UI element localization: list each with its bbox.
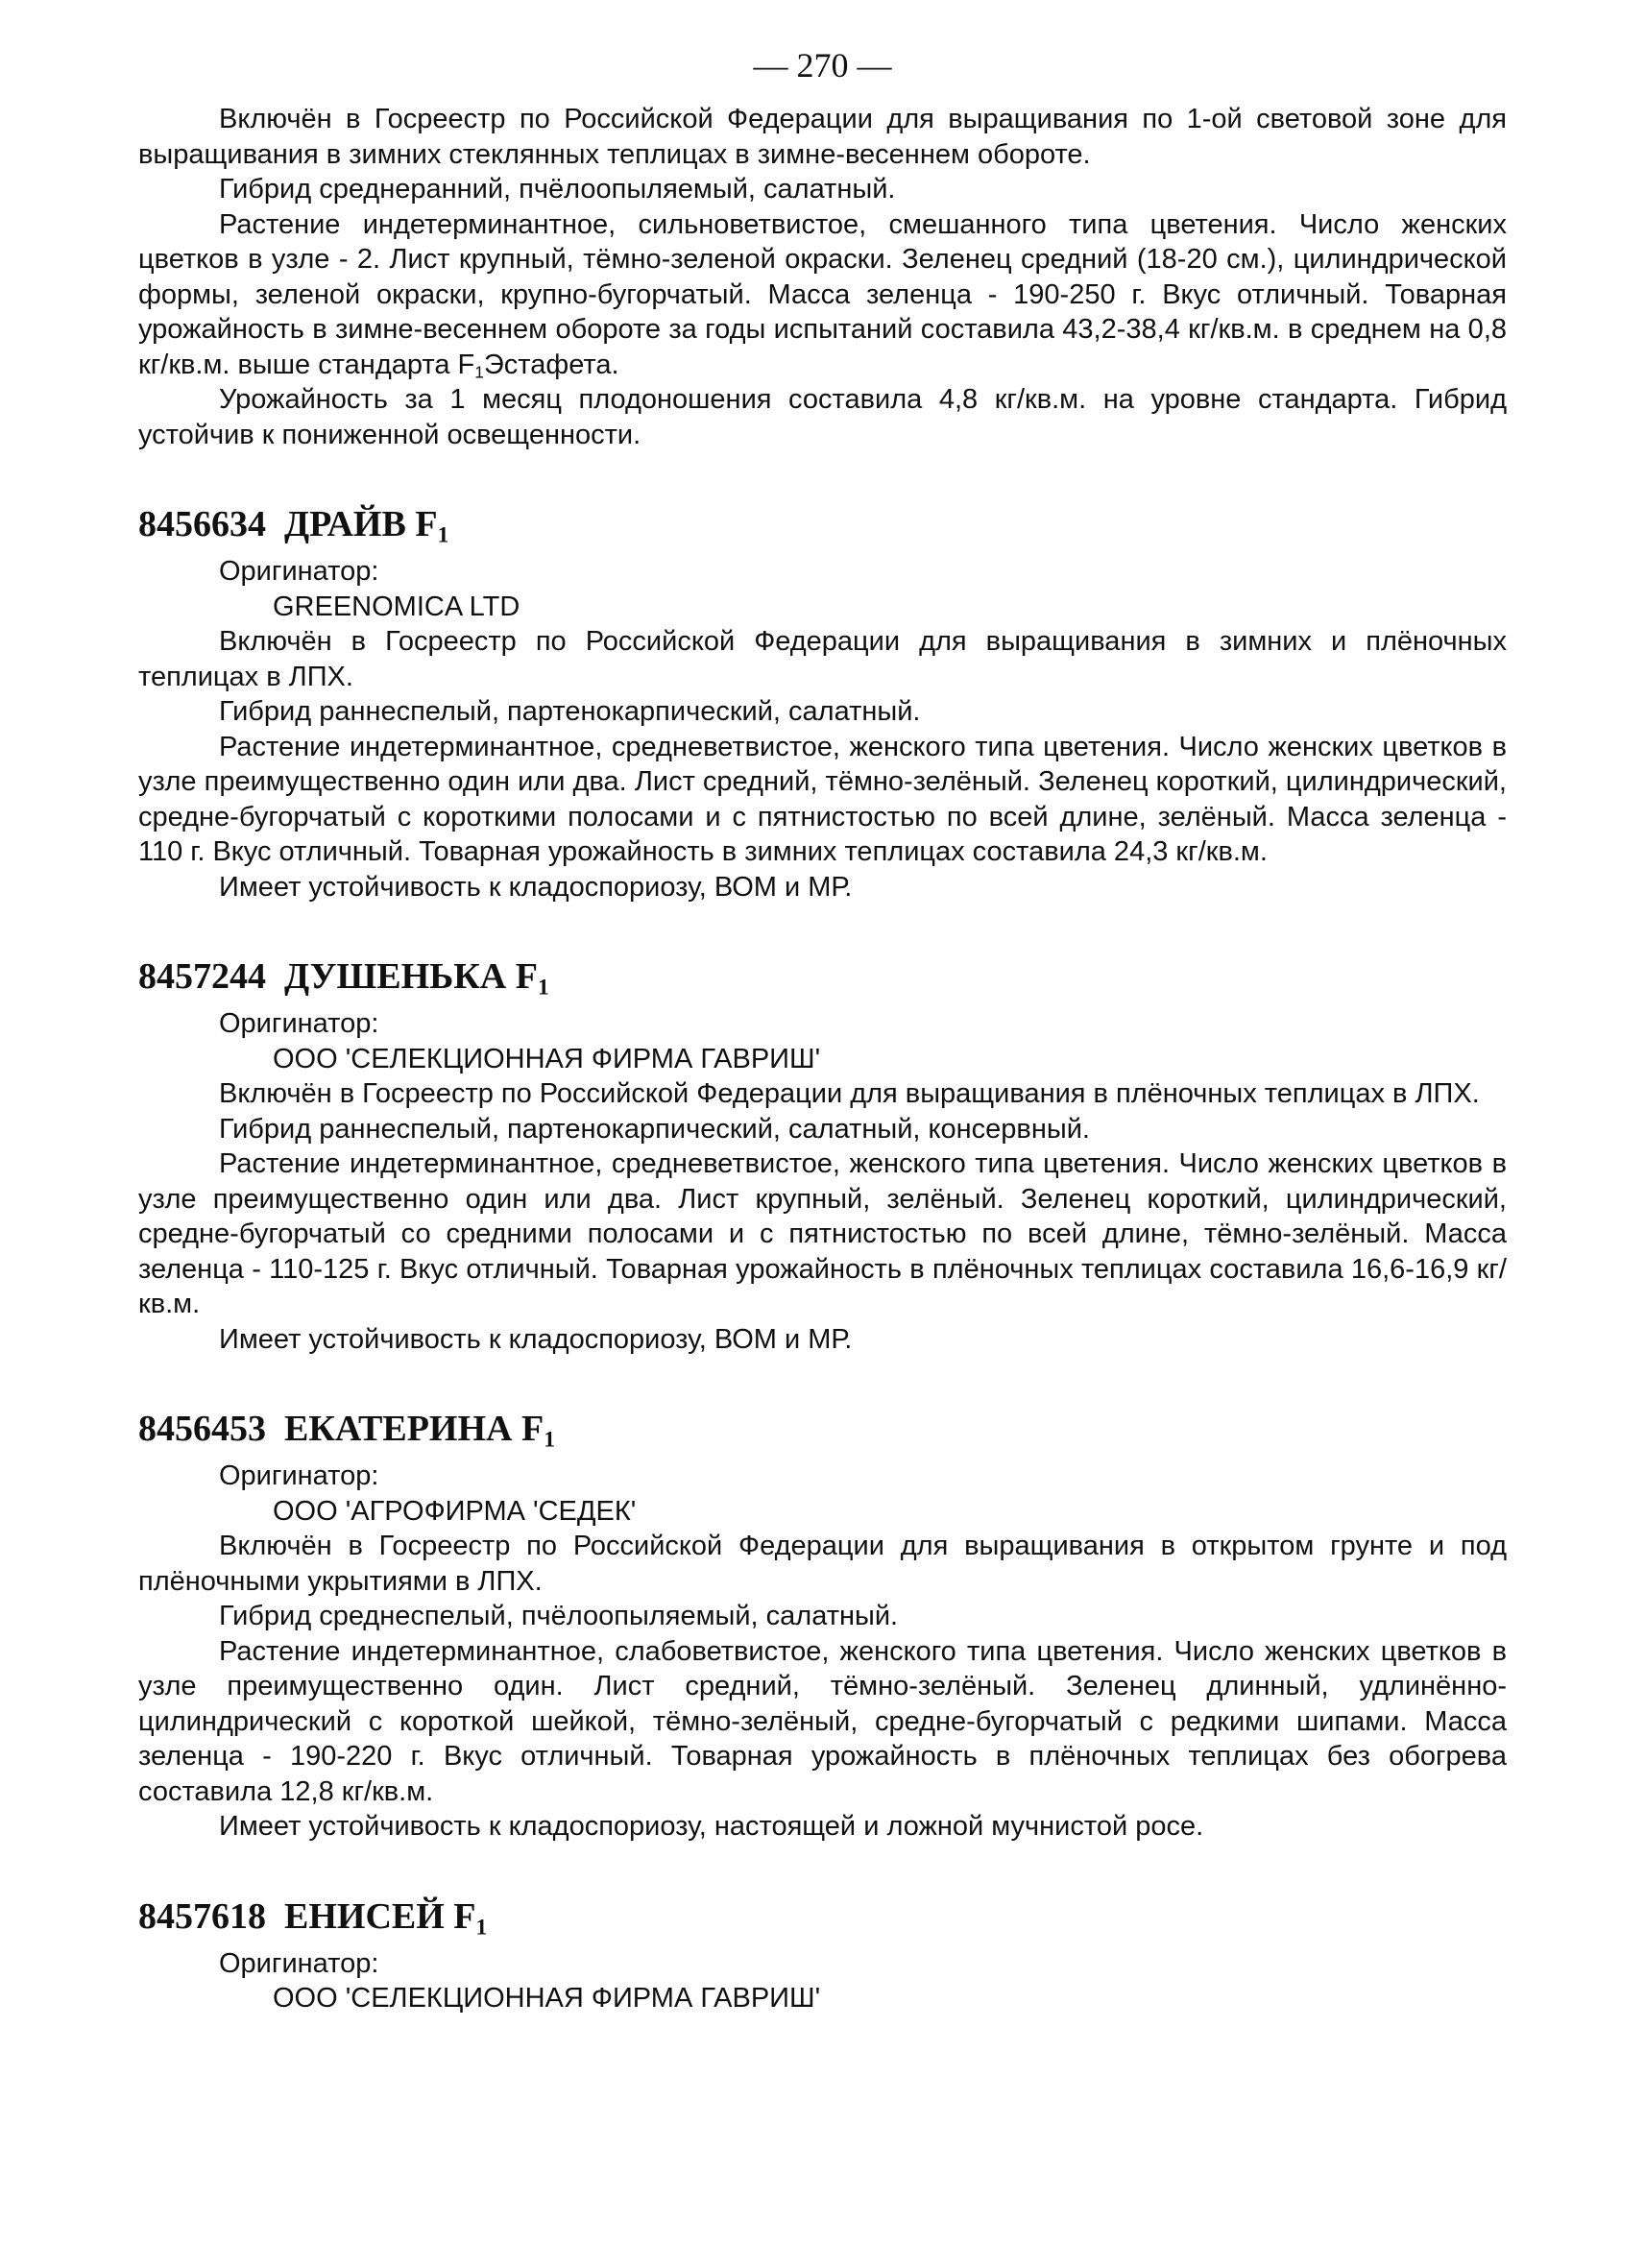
registry-paragraph: Включён в Госреестр по Российской Федерации для выращивания в зимних и плёночных теплицах в ЛПХ. xyxy=(138,626,1507,692)
entry-code: 8456453 xyxy=(138,1409,266,1449)
entry-dushenka xyxy=(138,954,1507,1357)
entry-subscript: 1 xyxy=(544,1427,555,1453)
originator-name: ООО 'СЕЛЕКЦИОННАЯ ФИРМА ГАВРИШ' xyxy=(273,1983,821,2014)
entry-heading xyxy=(138,502,1507,546)
hybrid-type-paragraph: Гибрид среднеспелый, пчёлоопыляемый, салатный. xyxy=(219,1601,899,1631)
originator-label: Оригинатор: xyxy=(219,1947,379,1979)
entry-heading xyxy=(138,954,1507,999)
resistance-paragraph: Имеет устойчивость к кладоспориозу, ВОМ и МР. xyxy=(219,871,853,903)
registry-paragraph: Включён в Госреестр по Российской Федерации для выращивания в плёночных теплицах в ЛПХ. xyxy=(219,1078,1480,1109)
entry-ekaterina xyxy=(138,1407,1507,1845)
description-paragraph: Растение индетерминантное, слабоветвистое, женского типа цветения. Число женских цветков в узле преимущественно один. Лист средний, тёмно-зелёный. Зеленец длинный, удлинённо-цилиндрический с короткой шейкой, тёмно-зелёный, средне-бугорчатый с редкими шипами. Масса зеленца - 190-220 г. Вкус отличный. Товарная урожайность в плёночных теплицах без обогрева составила 12,8 кг/кв.м. xyxy=(138,1635,1507,1807)
yield-paragraph: Урожайность за 1 месяц плодоношения составила 4,8 кг/кв.м. на уровне стандарта. Гибрид устойчив к пониженной освещенности. xyxy=(138,384,1507,450)
description-paragraph: Растение индетерминантное, средневетвистое, женского типа цветения. Число женских цветков в узле преимущественно один или два. Лист крупный, зелёный. Зеленец короткий, цилиндрический, средне-бугорчатый со средними полосами и с пятнистостью по всей длине, тёмно-зелёный. Масса зеленца - 110-125 г. Вкус отличный. Товарная урожайность в плёночных теплицах составила 16,6-16,9 кг/кв.м. xyxy=(138,1148,1507,1319)
entry-subscript: 1 xyxy=(437,522,449,548)
entry-name: ДРАЙВ F xyxy=(284,504,438,544)
registry-paragraph: Включён в Госреестр по Российской Федерации для выращивания по 1-ой световой зоне для выращивания в зимних стеклянных теплицах в зимне-весеннем обороте. xyxy=(138,104,1507,170)
description-text: Растение индетерминантное, сильноветвистое, смешанного типа цветения. Число женских цветков в узле - 2. Лист крупный, тёмно-зеленой окраски. Зеленец средний (18-20 см.), цилиндрической формы, зеленой окраски, крупно-бугорчатый. Масса зеленца - 190-250 г. Вкус отличный. Товарная урожайность в зимне-весеннем обороте за годы испытаний составила 43,2-38,4 кг/кв.м. в среднем на 0,8 кг/кв.м. выше стандарта F xyxy=(138,208,1507,380)
registry-paragraph: Включён в Госреестр по Российской Федерации для выращивания в открытом грунте и под плёночными укрытиями в ЛПХ. xyxy=(138,1531,1507,1597)
hybrid-type-paragraph: Гибрид раннеспелый, партенокарпический, салатный, консервный. xyxy=(219,1113,1090,1145)
description-paragraph xyxy=(138,207,1507,383)
resistance-paragraph: Имеет устойчивость к кладоспориозу, настоящей и ложной мучнистой росе. xyxy=(219,1811,1204,1842)
hybrid-type-paragraph: Гибрид среднеранний, пчёлоопыляемый, салатный. xyxy=(219,174,896,205)
entry-heading xyxy=(138,1894,1507,1939)
entry-code: 8456634 xyxy=(138,504,266,544)
page-content xyxy=(138,102,1507,2016)
intro-section xyxy=(138,102,1507,452)
originator-label: Оригинатор: xyxy=(219,1460,379,1491)
description-paragraph: Растение индетерминантное, средневетвистое, женского типа цветения. Число женских цветков в узле преимущественно один или два. Лист средний, тёмно-зелёный. Зеленец короткий, цилиндрический, средне-бугорчатый с короткими полосами и с пятнистостью по всей длине, зелёный. Масса зеленца - 110 г. Вкус отличный. Товарная урожайность в зимних теплицах составила 24,3 кг/кв.м. xyxy=(138,731,1507,867)
resistance-paragraph: Имеет устойчивость к кладоспориозу, ВОМ и МР. xyxy=(219,1323,853,1355)
hybrid-type-paragraph: Гибрид раннеспелый, партенокарпический, салатный. xyxy=(219,696,921,727)
entry-heading xyxy=(138,1407,1507,1451)
entry-enisei xyxy=(138,1894,1507,2016)
entry-code: 8457618 xyxy=(138,1895,266,1937)
entry-code: 8457244 xyxy=(138,956,266,997)
page-number: — 270 — xyxy=(753,46,892,84)
description-text-end: Эстафета. xyxy=(483,349,619,380)
entry-subscript: 1 xyxy=(475,1915,488,1941)
entry-name: ЕКАТЕРИНА F xyxy=(284,1409,544,1449)
subscript: 1 xyxy=(474,361,484,381)
originator-label: Оригинатор: xyxy=(219,556,379,587)
originator-name: GREENOMICA LTD xyxy=(273,591,520,622)
entry-subscript: 1 xyxy=(537,975,549,1001)
entry-name: ДУШЕНЬКА F xyxy=(284,956,538,997)
originator-label: Оригинатор: xyxy=(219,1008,379,1039)
entry-drive xyxy=(138,502,1507,905)
originator-name: ООО 'СЕЛЕКЦИОННАЯ ФИРМА ГАВРИШ' xyxy=(273,1043,821,1074)
entry-name: ЕНИСЕЙ F xyxy=(284,1895,476,1937)
originator-name: ООО 'АГРОФИРМА 'СЕДЕК' xyxy=(273,1495,637,1527)
